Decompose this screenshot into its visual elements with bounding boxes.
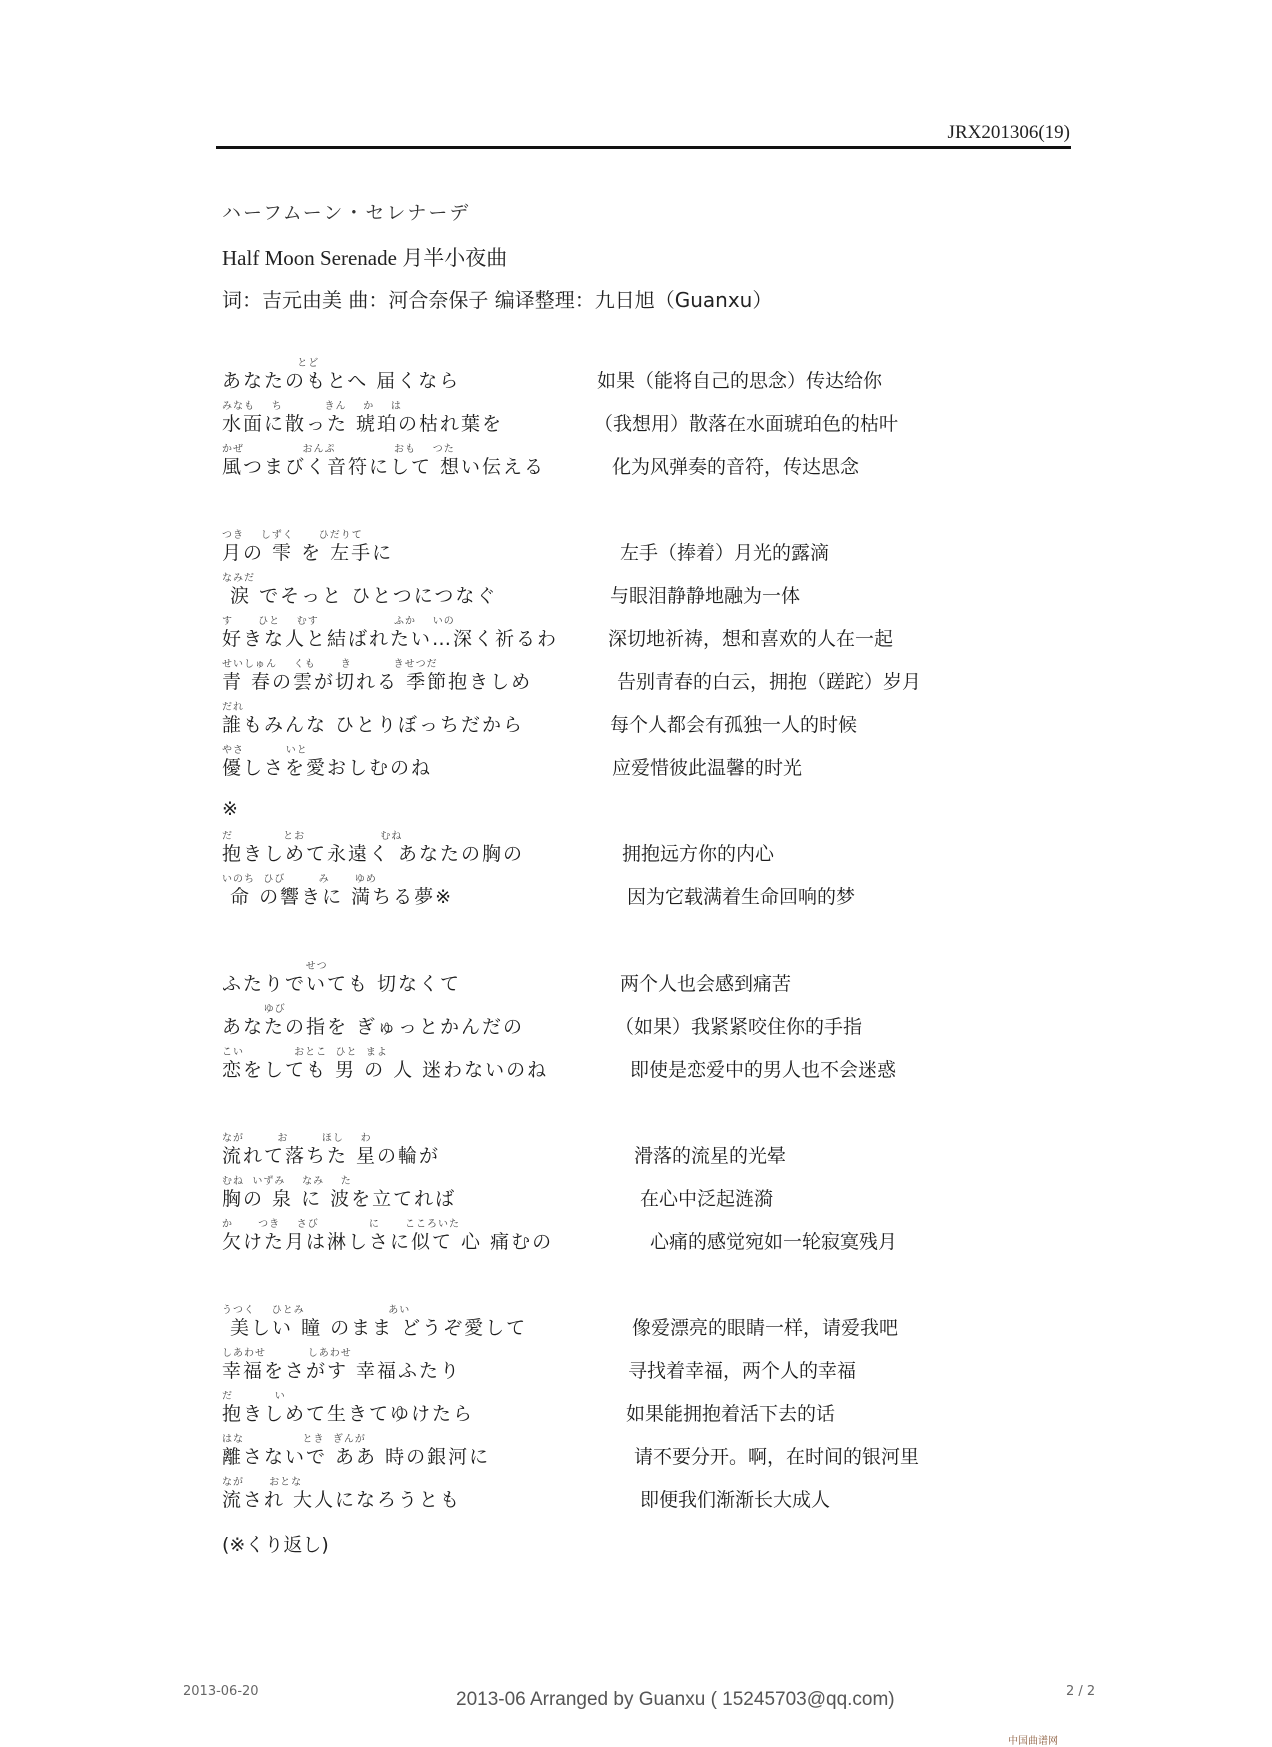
furigana: むね いずみ なみ た xyxy=(222,1176,352,1187)
furigana: いのち ひび み ゆめ xyxy=(222,874,377,885)
lyric-line xyxy=(222,1301,1022,1343)
chinese-translation: 请不要分开。啊，在时间的银河里 xyxy=(634,1446,920,1468)
furigana: やさ いと xyxy=(222,745,308,756)
furigana: うつく ひとみ あい xyxy=(222,1305,411,1316)
japanese-lyric: 離さないで ああ 時の銀河に xyxy=(222,1446,491,1468)
japanese-lyric: 風つまびく音符にして 想い伝える xyxy=(222,456,546,478)
japanese-lyric: ふたりでいても 切なくて xyxy=(222,973,462,995)
lyric-line xyxy=(222,1344,1022,1386)
lyric-line xyxy=(222,698,1022,740)
japanese-lyric: あなたの指を ぎゅっとかんだの xyxy=(222,1016,525,1038)
japanese-lyric: 優しさを愛おしむのね xyxy=(222,757,433,779)
furigana: かぜ おんぷ おも つた xyxy=(222,444,455,455)
furigana: なが お ほし わ xyxy=(222,1133,372,1144)
chinese-translation: 左手（捧着）月光的露滴 xyxy=(620,542,830,564)
japanese-lyric: 水面に散った 琥珀の枯れ葉を xyxy=(222,413,504,435)
furigana: せつ xyxy=(222,961,328,972)
lyric-line xyxy=(222,526,1022,568)
chinese-translation: 应爱惜彼此温馨的时光 xyxy=(612,757,803,779)
furigana: だ とお むね xyxy=(222,831,403,842)
furigana: こい おとこ ひと まよ xyxy=(222,1047,388,1058)
doc-code: JRX201306(19) xyxy=(947,122,1070,143)
chinese-translation: 滑落的流星的光晕 xyxy=(634,1145,787,1167)
japanese-lyric: あなたのもとへ 届くなら xyxy=(222,370,461,392)
chinese-translation: 因为它载满着生命回响的梦 xyxy=(627,886,856,908)
chinese-translation: 心痛的感觉宛如一轮寂寞残月 xyxy=(650,1231,898,1253)
lyric-line xyxy=(222,569,1022,611)
lyric-line xyxy=(222,612,1022,654)
japanese-lyric: 好きな人と結ばれたい…深く祈るわ xyxy=(222,628,559,650)
lyric-line xyxy=(222,1430,1022,1472)
chinese-translation: 如果（能将自己的思念）传达给你 xyxy=(597,370,883,392)
lyric-line xyxy=(222,870,1022,912)
lyric-line xyxy=(222,1043,1022,1085)
chinese-translation: 拥抱远方你的内心 xyxy=(622,843,775,865)
chinese-translation: 即使是恋爱中的男人也不会迷惑 xyxy=(630,1059,897,1081)
lyric-line xyxy=(222,440,1022,482)
furigana: はな とき ぎんが xyxy=(222,1434,366,1445)
japanese-lyric: 胸の 泉 に 波を立てれば xyxy=(222,1188,457,1210)
furigana: なみだ xyxy=(222,573,255,584)
japanese-lyric: 月の 雫 を 左手に xyxy=(222,542,394,564)
furigana: しあわせ しあわせ xyxy=(222,1348,352,1359)
furigana: ゆび xyxy=(222,1004,286,1015)
japanese-lyric: 欠けた月は淋しさに似て 心 痛むの xyxy=(222,1231,554,1253)
repeat-note: (※くり返し) xyxy=(222,1534,329,1556)
lyric-line xyxy=(222,741,1022,783)
chinese-translation: （如果）我紧紧咬住你的手指 xyxy=(615,1016,863,1038)
watermark: 中国曲谱网 xyxy=(1008,1736,1058,1747)
chinese-translation: 两个人也会感到痛苦 xyxy=(620,973,792,995)
credits: 词：吉元由美 曲：河合奈保子 编译整理：九日旭（Guanxu） xyxy=(222,288,773,312)
japanese-lyric: 命 の響きに 満ちる夢※ xyxy=(222,886,454,908)
chinese-translation: 与眼泪静静地融为一体 xyxy=(610,585,801,607)
footer-date: 2013-06-20 xyxy=(183,1684,259,1699)
furigana: なが おとな xyxy=(222,1477,303,1488)
furigana: か つき さび に こころいた xyxy=(222,1219,461,1230)
furigana: だれ xyxy=(222,702,244,713)
japanese-lyric: 流され 大人になろうとも xyxy=(222,1489,462,1511)
lyric-line xyxy=(222,1215,1022,1257)
chinese-translation: （我想用）散落在水面琥珀色的枯叶 xyxy=(594,413,899,435)
furigana: とど xyxy=(222,358,320,369)
furigana: せいしゅん くも き きせつだ xyxy=(222,659,438,670)
lyric-line xyxy=(222,1172,1022,1214)
chinese-translation: 即便我们渐渐长大成人 xyxy=(640,1489,831,1511)
footer-credit: 2013-06 Arranged by Guanxu ( 15245703@qq.com) xyxy=(456,1689,895,1710)
chinese-translation: 深切地祈祷，想和喜欢的人在一起 xyxy=(608,628,894,650)
lyric-line xyxy=(222,354,1022,396)
japanese-lyric: 流れて落ちた 星の輪が xyxy=(222,1145,441,1167)
title-japanese: ハーフムーン・セレナーデ xyxy=(222,202,471,224)
chinese-translation: 每个人都会有孤独一人的时候 xyxy=(610,714,858,736)
japanese-lyric: 恋をしても 男 の 人 迷わないのね xyxy=(222,1059,549,1081)
title-english: Half Moon Serenade 月半小夜曲 xyxy=(222,246,508,270)
furigana: だ い xyxy=(222,1391,286,1402)
japanese-lyric: 抱きしめて永遠く あなたの胸の xyxy=(222,843,525,865)
chinese-translation: 寻找着幸福，两个人的幸福 xyxy=(628,1360,857,1382)
furigana: す ひと むす ふか いの xyxy=(222,616,455,627)
lyric-line xyxy=(222,957,1022,999)
lyric-line xyxy=(222,1473,1022,1515)
japanese-lyric: 幸福をさがす 幸福ふたり xyxy=(222,1360,462,1382)
lyric-line xyxy=(222,1387,1022,1429)
chorus-mark: ※ xyxy=(222,798,238,820)
japanese-lyric: 青 春の雲が切れる 季節抱きしめ xyxy=(222,671,533,693)
footer-page-number: 2 / 2 xyxy=(1066,1684,1096,1699)
furigana: みなも ち きん か は xyxy=(222,401,402,412)
lyric-line xyxy=(222,655,1022,697)
header-rule xyxy=(216,146,1071,149)
japanese-lyric: 涙 でそっと ひとつにつなぐ xyxy=(222,585,498,607)
japanese-lyric: 美しい 瞳 のまま どうぞ愛して xyxy=(222,1317,528,1339)
lyric-line xyxy=(222,1000,1022,1042)
furigana: つき しずく ひだりて xyxy=(222,530,363,541)
japanese-lyric: 誰もみんな ひとりぼっちだから xyxy=(222,714,525,736)
lyric-line xyxy=(222,1129,1022,1171)
lyric-line xyxy=(222,397,1022,439)
japanese-lyric: 抱きしめて生きてゆけたら xyxy=(222,1403,475,1425)
lyric-line xyxy=(222,827,1022,869)
chinese-translation: 告别青春的白云，拥抱（蹉跎）岁月 xyxy=(617,671,922,693)
chinese-translation: 在心中泛起涟漪 xyxy=(640,1188,774,1210)
chinese-translation: 如果能拥抱着活下去的话 xyxy=(626,1403,836,1425)
chinese-translation: 像爱漂亮的眼睛一样，请爱我吧 xyxy=(632,1317,899,1339)
chinese-translation: 化为风弹奏的音符，传达思念 xyxy=(612,456,860,478)
